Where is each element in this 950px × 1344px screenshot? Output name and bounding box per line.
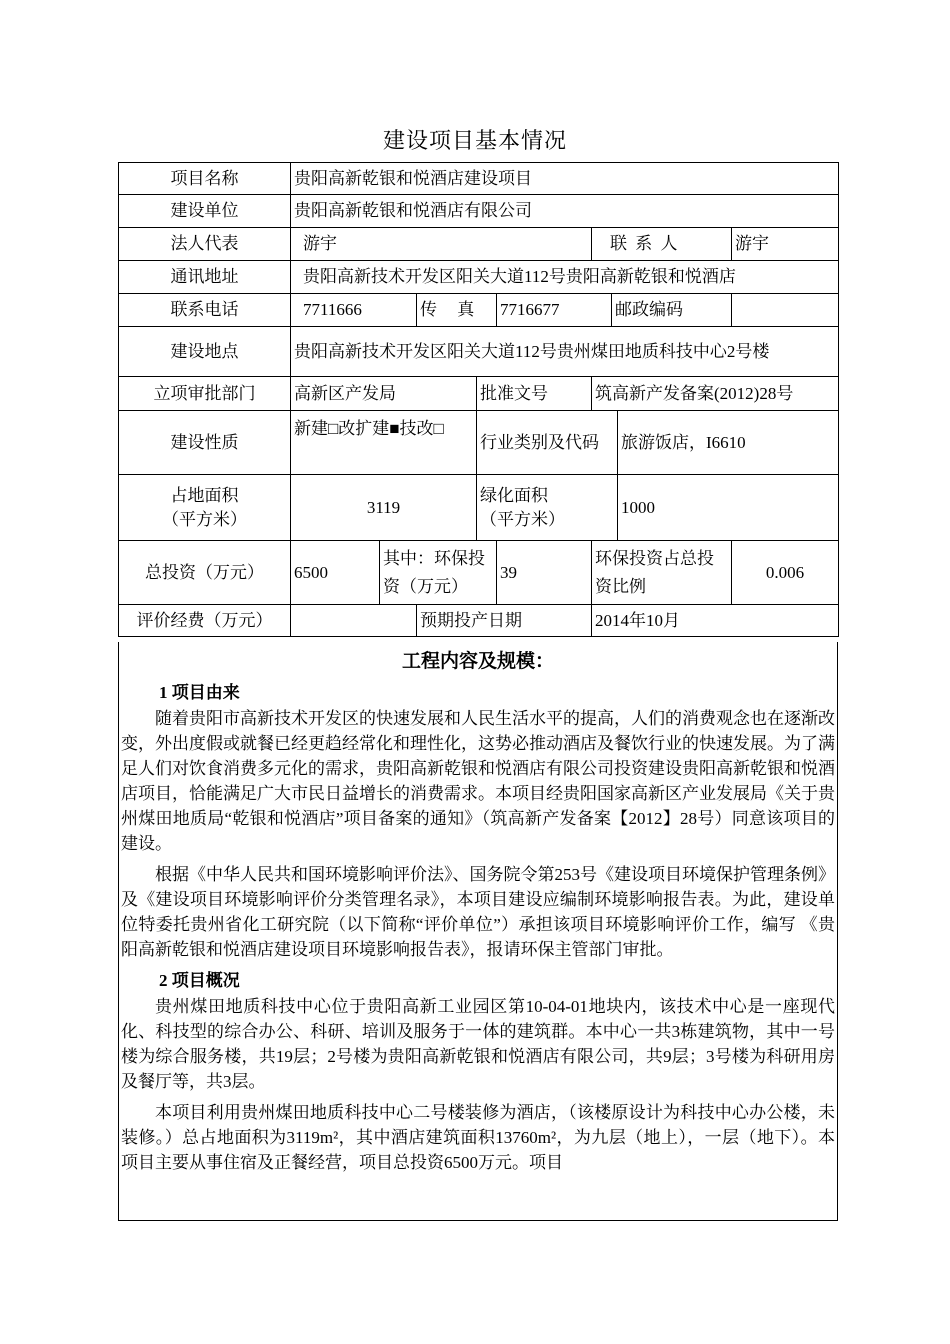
site-label: 建设地点 — [119, 327, 291, 377]
env-invest-value: 39 — [497, 541, 592, 605]
land-area-label — [119, 475, 291, 541]
contact-value: 游宇 — [732, 228, 839, 261]
nature-label: 建设性质 — [119, 411, 291, 475]
section-2-paragraph-2: 本项目利用贵州煤田地质科技中心二号楼装修为酒店，（该楼原设计为科技中心办公楼，未装修。）总占地面积为3119m²，其中酒店建筑面积13760m²，为九层（地上），一层（地下）。本项目主要从事住宿及正餐经营，项目总投资6500万元。项目 — [121, 1103, 835, 1172]
green-area-label — [477, 475, 618, 541]
env-ratio-value: 0.006 — [732, 541, 839, 605]
project-content-section — [118, 642, 838, 1221]
eval-fee-value — [291, 605, 417, 637]
postcode-label: 邮政编码 — [612, 294, 732, 327]
total-invest-value: 6500 — [291, 541, 380, 605]
industry-label: 行业类别及代码 — [477, 411, 618, 475]
postcode-value — [732, 294, 839, 327]
legal-rep-value: 游宇 — [291, 228, 592, 261]
prod-date-label: 预期投产日期 — [417, 605, 592, 637]
green-area-label-line2: （平方米） — [480, 509, 565, 529]
env-ratio-label: 环保投资占总投资比例 — [592, 541, 732, 605]
project-name-label: 项目名称 — [119, 163, 291, 195]
section-1-paragraph-2: 根据《中华人民共和国环境影响评价法》、国务院令第253号《建设项目环境保护管理条例》及《建设项目环境影响评价分类管理名录》，本项目建设应编制环境影响报告表。为此，建设单位特委托贵州省化工研究院（以下简称“评价单位”）承担该项目环境影响评价工作，编写 《贵阳高新乾银和悦酒店建设项目环境影响报告表》，报请环保主管部门审批。 — [121, 865, 835, 959]
green-area-value: 1000 — [618, 475, 839, 541]
approval-no-value: 筑高新产发备案(2012)28号 — [592, 377, 839, 411]
total-invest-label: 总投资（万元） — [119, 541, 291, 605]
approval-dept-label: 立项审批部门 — [119, 377, 291, 411]
phone-value: 7711666 — [291, 294, 417, 327]
eval-fee-label: 评价经费（万元） — [119, 605, 291, 637]
section-2-paragraph-1: 贵州煤田地质科技中心位于贵阳高新工业园区第10-04-01地块内，该技术中心是一座现代化、科技型的综合办公、科研、培训及服务于一体的建筑群。本中心一共3栋建筑物，其中一号楼为综合服务楼，共19层；2号楼为贵阳高新乾银和悦酒店有限公司，共9层；3号楼为科研用房及餐厅等，共3层。 — [121, 997, 835, 1091]
nature-value: 新建□改扩建■技改□ — [291, 411, 477, 475]
address-value: 贵阳高新技术开发区阳关大道112号贵阳高新乾银和悦酒店 — [291, 261, 839, 294]
approval-no-label: 批准文号 — [477, 377, 592, 411]
unit-value: 贵阳高新乾银和悦酒店有限公司 — [291, 195, 839, 228]
project-name-value: 贵阳高新乾银和悦酒店建设项目 — [291, 163, 839, 195]
section-1-title: 1 项目由来 — [159, 683, 240, 702]
contact-label: 联 系 人 — [592, 228, 732, 261]
fax-value: 7716677 — [497, 294, 612, 327]
site-value: 贵阳高新技术开发区阳关大道112号贵州煤田地质科技中心2号楼 — [291, 327, 839, 377]
phone-label: 联系电话 — [119, 294, 291, 327]
fax-label: 传 真 — [417, 294, 497, 327]
land-area-value: 3119 — [291, 475, 477, 541]
section-2-title: 2 项目概况 — [159, 971, 240, 990]
industry-value: 旅游饭店，I6610 — [618, 411, 839, 475]
address-label: 通讯地址 — [119, 261, 291, 294]
land-area-label-line2: （平方米） — [162, 509, 247, 529]
project-info-table — [118, 162, 839, 637]
green-area-label-line1: 绿化面积 — [480, 485, 548, 505]
land-area-label-line1: 占地面积 — [170, 485, 239, 505]
legal-rep-label: 法人代表 — [119, 228, 291, 261]
content-title: 工程内容及规模： — [401, 651, 554, 672]
prod-date-value: 2014年10月 — [592, 605, 839, 637]
env-invest-label: 其中：环保投资（万元） — [380, 541, 497, 605]
approval-dept-value: 高新区产发局 — [291, 377, 477, 411]
page-title: 建设项目基本情况 — [382, 128, 567, 153]
unit-label: 建设单位 — [119, 195, 291, 228]
section-1-paragraph-1: 随着贵阳市高新技术开发区的快速发展和人民生活水平的提高，人们的消费观念也在逐渐改变，外出度假或就餐已经更趋经常化和理性化，这势必推动酒店及餐饮行业的快速发展。为了满足人们对饮食消费多元化的需求，贵阳高新乾银和悦酒店有限公司投资建设贵阳高新乾银和悦酒店项目，恰能满足广大市民日益增长的消费需求。本项目经贵阳国家高新区产业发展局《关于贵州煤田地质局“乾银和悦酒店”项目备案的通知》（筑高新产发备案【2012】28号）同意该项目的建设。 — [121, 709, 835, 853]
